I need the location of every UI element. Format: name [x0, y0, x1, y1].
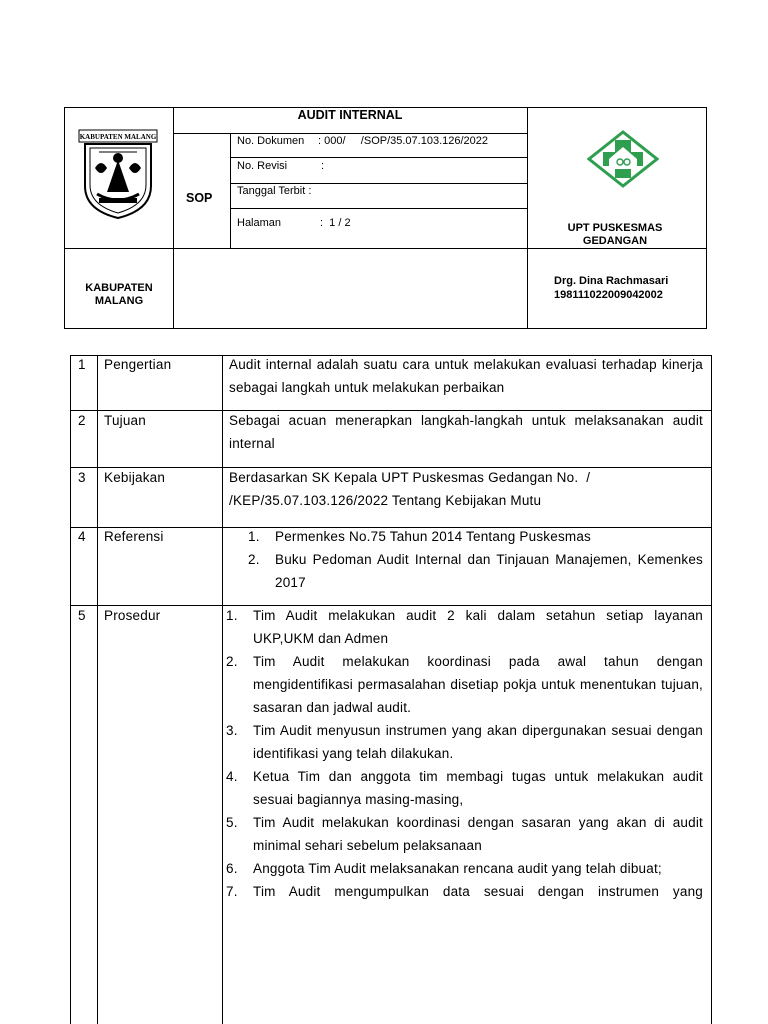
header-divider	[173, 107, 174, 329]
table-border	[97, 355, 98, 1024]
header-divider	[230, 208, 527, 209]
row-number: 2	[78, 413, 86, 428]
row-text: Audit internal adalah suatu cara untuk melakukan evaluasi terhadap kinerja sebagai langkah untuk melakukan perbaikan	[229, 357, 703, 395]
page-label: Halaman	[237, 217, 282, 229]
kabupaten-malang-logo	[77, 128, 159, 220]
list-item: 3. Tim Audit menyusun instrumen yang akan dipergunakan sesuai dengan identifikasi yang telah dilakukan.	[226, 723, 703, 761]
reference-list	[248, 525, 703, 594]
row-number: 1	[78, 357, 86, 372]
list-item: 2. Tim Audit melakukan koordinasi pada awal tahun dengan mengidentifikasi permasalahan disetiap pokja untuk menentukan tujuan, sasaran dan jadwal audit.	[226, 654, 703, 715]
doc-number-value: : 000/ /SOP/35.07.103.126/2022	[318, 135, 489, 147]
row-text-line: /KEP/35.07.103.126/2022 Tentang Kebijakan Mutu	[229, 493, 542, 508]
row-number: 3	[78, 470, 86, 485]
table-border	[70, 355, 71, 1024]
issue-date-label: Tanggal Terbit :	[237, 185, 312, 197]
row-label: Referensi	[104, 529, 164, 544]
puskesmas-logo	[587, 129, 659, 189]
row-text-line: Berdasarkan SK Kepala UPT Puskesmas Gedangan No. /	[229, 470, 591, 485]
list-item: 1. Tim Audit melakukan audit 2 kali dalam setahun setiap layanan UKP,UKM dan Admen	[226, 608, 703, 646]
header-divider	[230, 183, 527, 184]
row-label: Tujuan	[104, 413, 146, 428]
revision-label: No. Revisi	[237, 160, 288, 172]
procedure-list	[226, 604, 703, 903]
org-name: UPT PUSKESMAS GEDANGAN	[567, 222, 663, 247]
row-number: 4	[78, 529, 86, 544]
row-number: 5	[78, 608, 86, 623]
page-title: AUDIT INTERNAL	[297, 108, 403, 122]
page-value: : 1 / 2	[320, 217, 351, 229]
regency-name: KABUPATEN MALANG	[85, 282, 153, 307]
table-border	[711, 355, 712, 1024]
row-label: Pengertian	[104, 357, 172, 372]
revision-value: :	[321, 160, 325, 172]
list-item: 6. Anggota Tim Audit melaksanakan rencana audit yang telah dibuat;	[226, 861, 662, 876]
header-divider	[527, 107, 528, 329]
header-divider	[230, 157, 527, 158]
header-divider	[173, 133, 527, 134]
list-item: 4. Ketua Tim dan anggota tim membagi tugas untuk melakukan audit sesuai bagiannya masing-masing,	[226, 769, 703, 807]
list-item: 1. Permenkes No.75 Tahun 2014 Tentang Puskesmas	[248, 529, 591, 544]
list-item: 5. Tim Audit melakukan koordinasi dengan sasaran yang akan di audit minimal sehari sebelum pelaksanaan	[226, 815, 703, 853]
sop-label: SOP	[186, 191, 213, 205]
row-label: Kebijakan	[104, 470, 166, 485]
doc-number-label: No. Dokumen	[237, 135, 305, 147]
header-divider	[64, 248, 707, 249]
signer-name: Drg. Dina Rachmasari	[554, 275, 669, 287]
list-item: 7. Tim Audit mengumpulkan data sesuai dengan instrumen yang	[226, 884, 703, 899]
signer-nip: 198111022009042002	[554, 289, 663, 301]
table-border	[222, 355, 223, 1024]
logo-lettering: KABUPATEN MALANG	[79, 133, 157, 141]
list-item: 2. Buku Pedoman Audit Internal dan Tinjauan Manajemen, Kemenkes 2017	[248, 552, 703, 590]
header-divider	[230, 133, 231, 248]
row-label: Prosedur	[104, 608, 161, 623]
row-text: Sebagai acuan menerapkan langkah-langkah untuk melaksanakan audit internal	[229, 413, 703, 451]
